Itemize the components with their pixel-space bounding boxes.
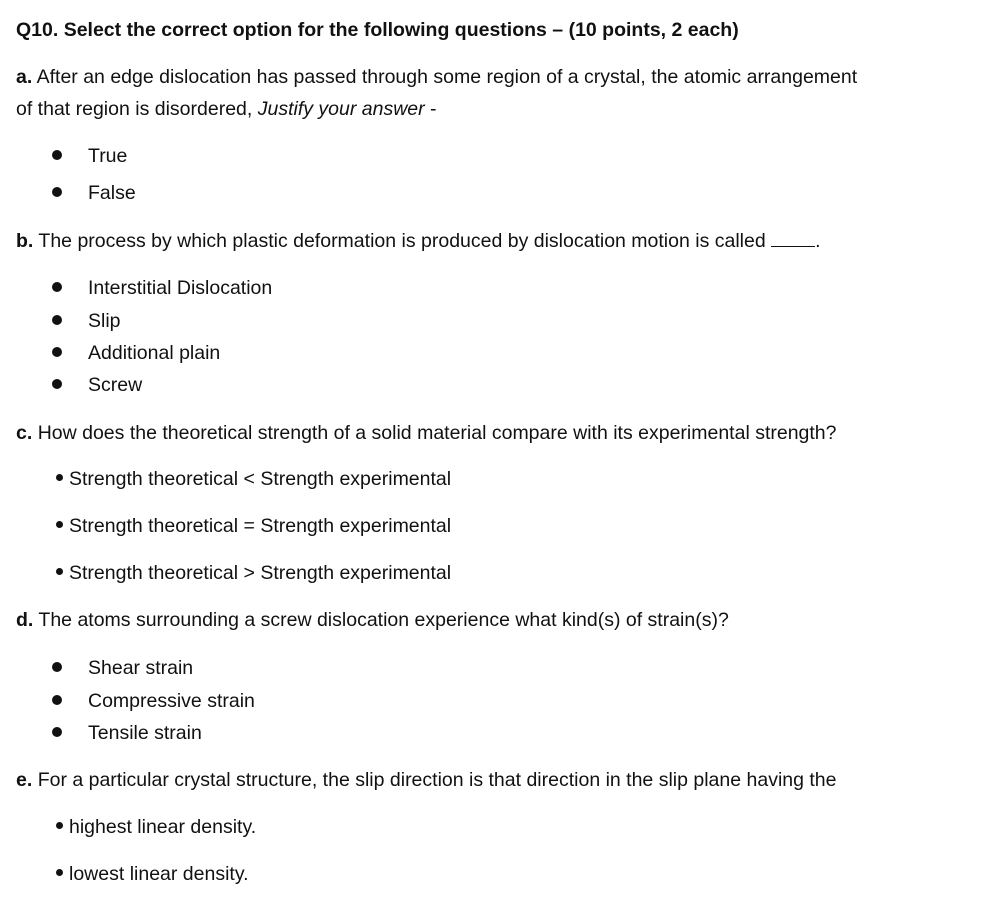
question-e-body: For a particular crystal structure, the slip direction is that direction in the slip plane having the — [37, 769, 837, 791]
question-b-body: The process by which plastic deformation is produced by dislocation motion is called — [38, 230, 766, 252]
option-e-2[interactable]: lowest linear density. — [52, 861, 249, 887]
option-d-2[interactable]: Compressive strain — [52, 688, 255, 714]
option-c-3[interactable]: Strength theoretical > Strength experimental — [52, 560, 451, 586]
question-d-text — [16, 607, 960, 633]
question-a-text-cont — [16, 96, 960, 122]
question-c-text — [16, 420, 960, 446]
question-d-letter: d. — [16, 609, 34, 631]
bullet-icon — [52, 187, 62, 197]
bullet-icon — [56, 822, 63, 829]
question-title: Q10. Select the correct option for the following questions – (10 points, 2 each) — [16, 19, 739, 41]
question-c-body: How does the theoretical strength of a solid material compare with its experimental strength? — [37, 422, 837, 444]
question-b-tail: . — [815, 230, 821, 252]
question-a-line1: After an edge dislocation has passed through some region of a crystal, the atomic arrangement — [36, 66, 858, 88]
question-b-letter: b. — [16, 230, 34, 252]
bullet-icon — [52, 150, 62, 160]
bullet-icon — [52, 662, 62, 672]
bullet-icon — [56, 474, 63, 481]
bullet-icon — [56, 568, 63, 575]
question-e-letter: e. — [16, 769, 33, 791]
answer-blank — [771, 228, 815, 247]
question-a-italic: Justify your answer — [257, 98, 425, 120]
question-e-text — [16, 767, 960, 793]
option-a-2[interactable]: False — [52, 180, 136, 206]
bullet-icon — [52, 315, 62, 325]
option-b-1[interactable]: Interstitial Dislocation — [52, 275, 272, 301]
question-a-line2: of that region is disordered, — [16, 98, 253, 120]
question-b-text — [16, 228, 960, 254]
option-a-1[interactable]: True — [52, 143, 127, 169]
bullet-icon — [52, 379, 62, 389]
question-d-body: The atoms surrounding a screw dislocation experience what kind(s) of strain(s)? — [38, 609, 729, 631]
bullet-icon — [52, 727, 62, 737]
question-c-letter: c. — [16, 422, 33, 444]
bullet-icon — [52, 347, 62, 357]
option-c-2[interactable]: Strength theoretical = Strength experimental — [52, 513, 451, 539]
bullet-icon — [52, 695, 62, 705]
question-a-tail: - — [424, 98, 437, 120]
option-e-1[interactable]: highest linear density. — [52, 814, 256, 840]
option-d-3[interactable]: Tensile strain — [52, 720, 202, 746]
bullet-icon — [56, 521, 63, 528]
option-d-1[interactable]: Shear strain — [52, 655, 193, 681]
option-b-3[interactable]: Additional plain — [52, 340, 220, 366]
bullet-icon — [56, 869, 63, 876]
option-b-4[interactable]: Screw — [52, 372, 142, 398]
option-c-1[interactable]: Strength theoretical < Strength experimental — [52, 466, 451, 492]
question-a-letter: a. — [16, 66, 33, 88]
option-b-2[interactable]: Slip — [52, 308, 121, 334]
question-a-text — [16, 64, 960, 90]
bullet-icon — [52, 282, 62, 292]
